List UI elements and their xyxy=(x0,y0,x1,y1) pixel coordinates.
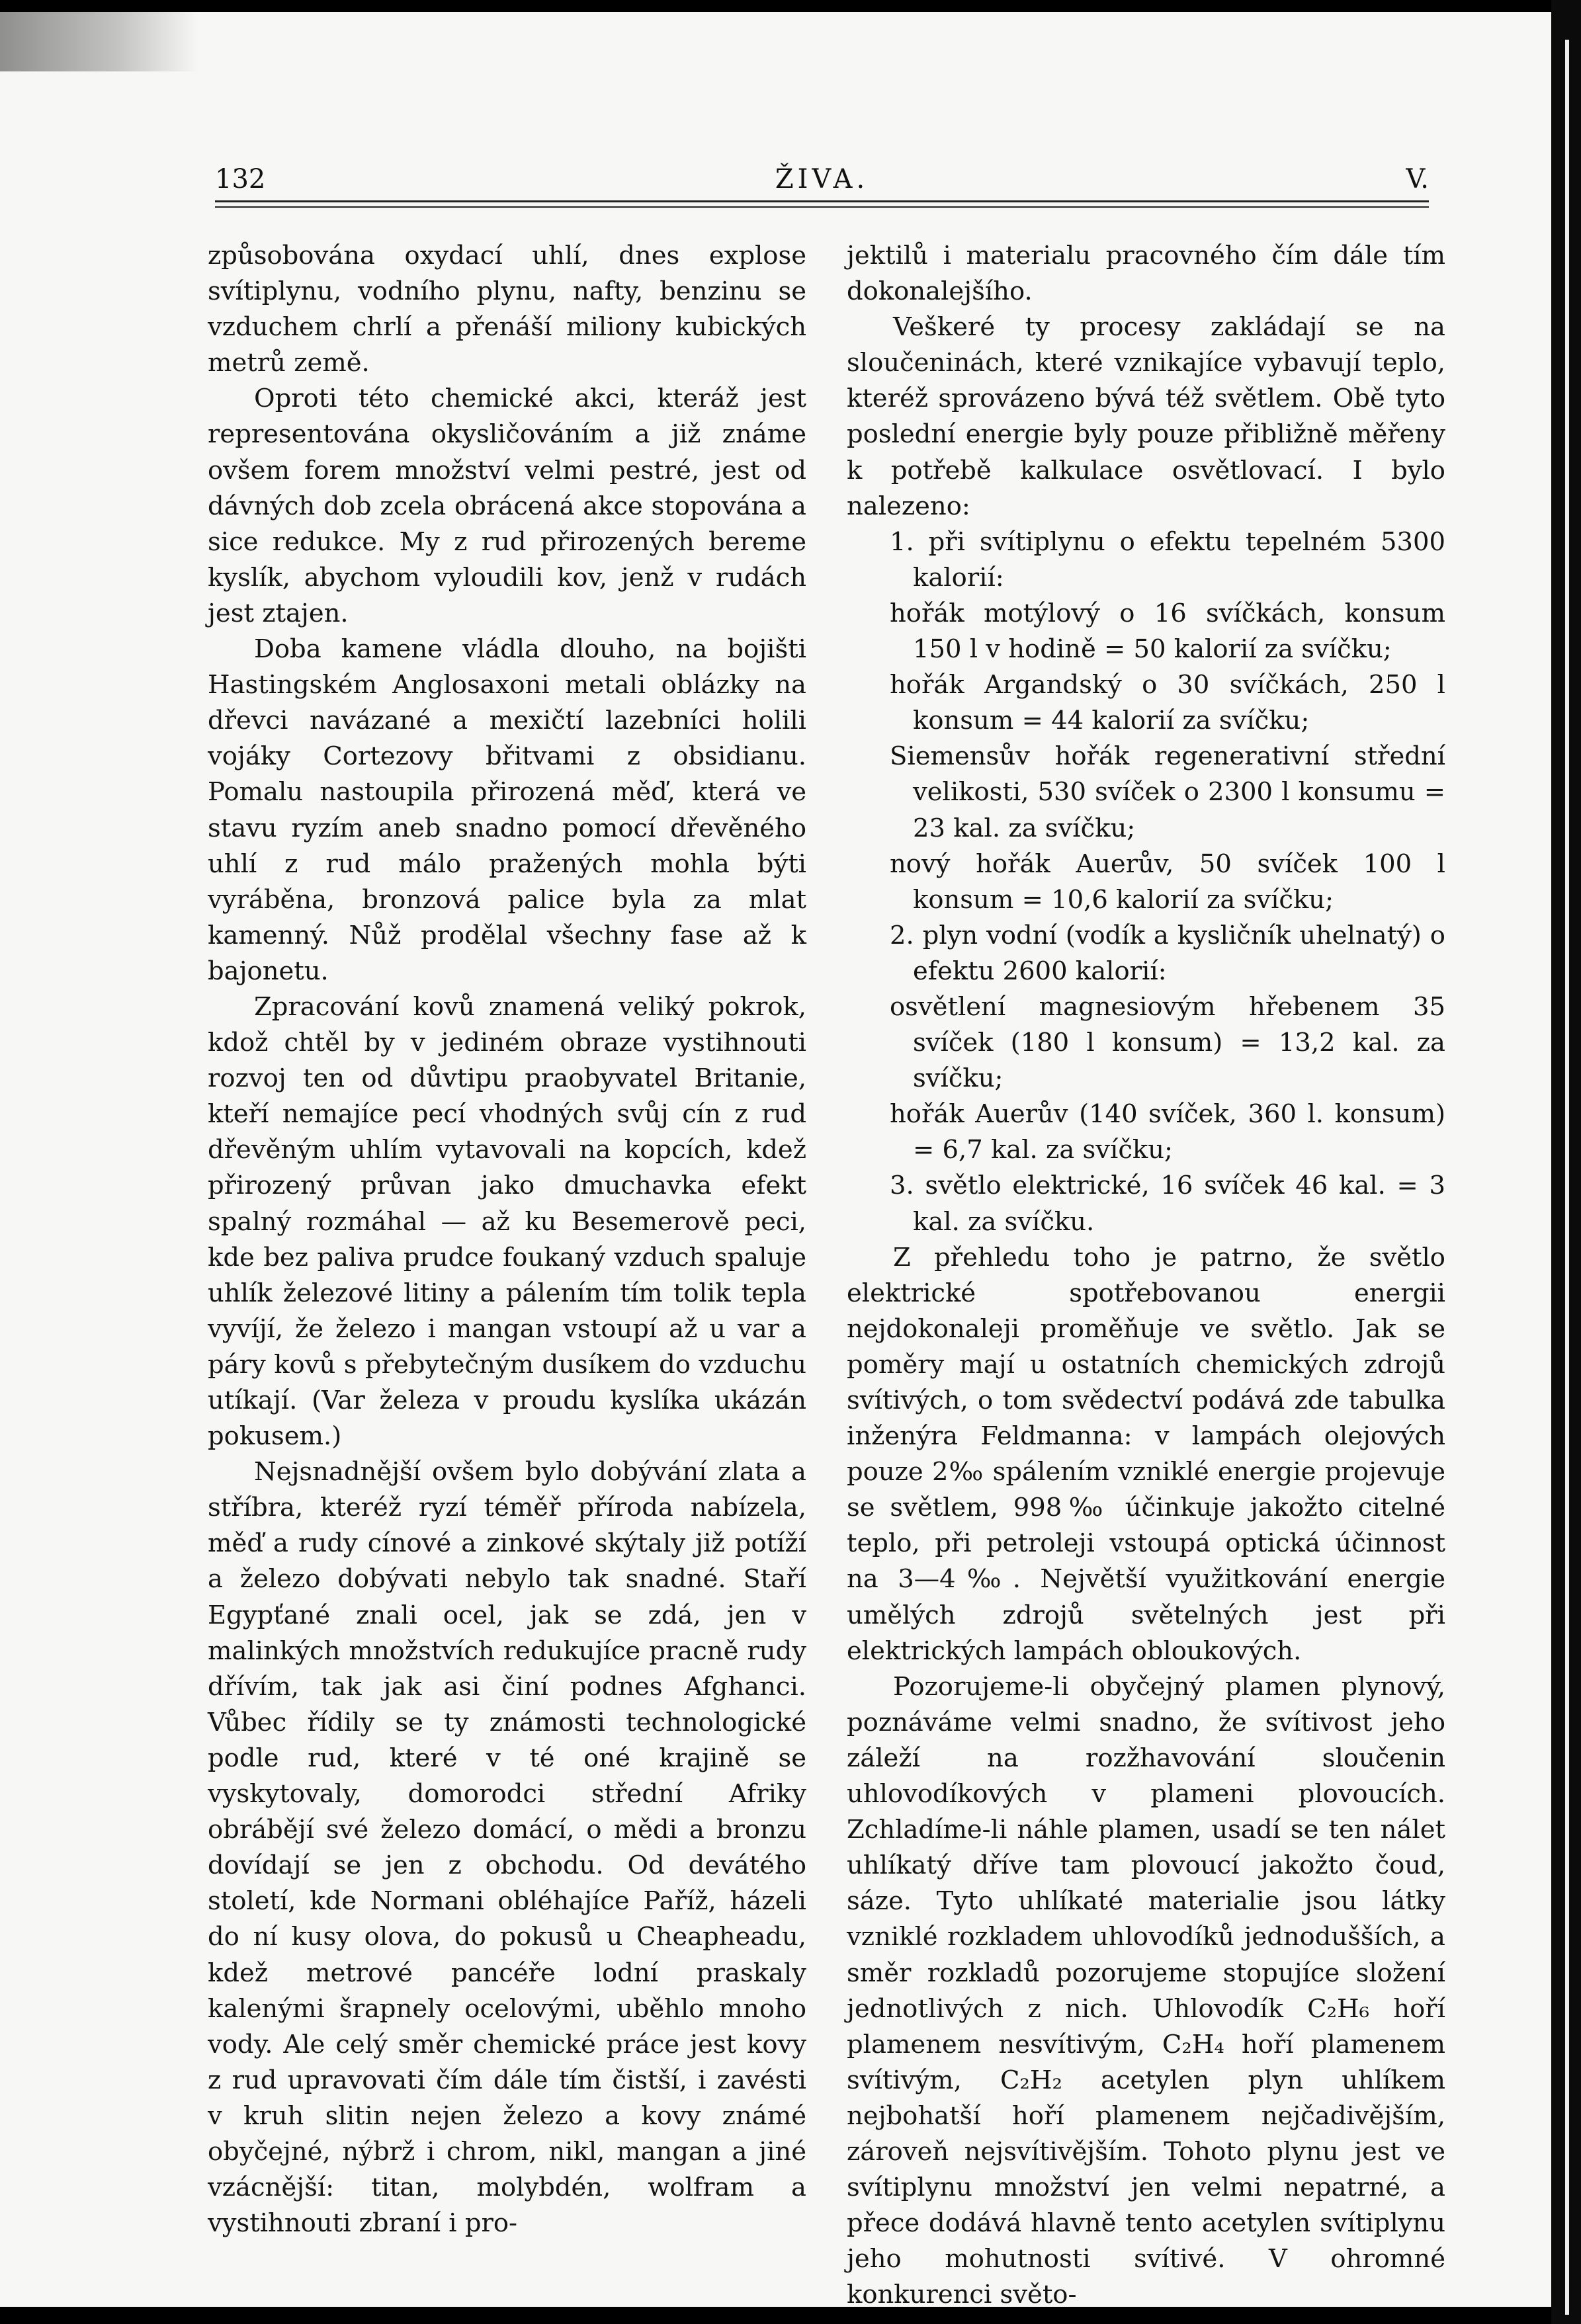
paragraph: způsobována oxydací uhlí, dnes explose svítiplynu, vodního plynu, nafty, benzinu se vzduchem chrlí a přenáší miliony kubických metrů země. xyxy=(208,241,806,378)
list-item: Siemensův hořák regenerativní střední velikosti, 530 svíček o 2300 l konsumu = 23 kal. za svíčku; xyxy=(890,741,1445,843)
list-item: hořák Argandský o 30 svíčkách, 250 l konsum = 44 kalorií za svíčku; xyxy=(890,670,1445,736)
journal-title: ŽIVA. xyxy=(775,164,869,194)
paragraph: Veškeré ty procesy zakládají se na sloučeninách, které vznikajíce vybavují teplo, kteréž sprovázeno bývá též světlem. Obě tyto poslední energie byly pouze přibližně měřeny k potřebě kalkulace osvětlovací. I bylo nalezeno: xyxy=(847,312,1445,521)
paragraph: Nejsnadnější ovšem bylo dobývání zlata a stříbra, kteréž ryzí téměř příroda nabízela, měď a rudy cínové a zinkové skýtaly již potíží a železo dobývati nebylo tak snadné. Staří Egypťané znali ocel, jak se zdá, jen v malinkých množstvích redukujíce pracně rudy dřívím, tak jak asi činí podnes Afghanci. Vůbec řídily se ty známosti technologické podle rud, které v té oné krajině se vyskytovaly, domorodci střední Afriky obrábějí své železo domácí, o mědi a bronzu dovídají se jen z obchodu. Od devátého století, kde Normani obléhajíce Paříž, házeli do ní kusy olova, do pokusů u Cheapheadu, kdež metrové pancéře lodní praskaly kalenými šrapnely ocelovými, uběhlo mnoho vody. Ale celý směr chemické práce jest kovy z rud upravovati čím dále tím čistší, i zavésti v kruh slitin nejen železo a kovy známé obyčejné, nýbrž i chrom, nikl, mangan a jiné vzácnější: titan, molybdén, wolfram a vystihnouti zbraní i pro- xyxy=(208,1457,806,2239)
paragraph: Z přehledu toho je patrno, že světlo elektrické spotřebovanou energii nejdokonaleji proměňuje ve světlo. Jak se poměry mají u ostatních chemických zdrojů svítivých, o tom svědectví podává zde tabulka inženýra Feldmanna: v lampách olejových pouze 2‰ spálením vzniklé energie projevuje se světlem, 998‰ účinkuje jakožto citelné teplo, při petroleji vstoupá optická účinnost na 3—4‰. Největší využitkování energie umělých zdrojů světelných jest při elektrických lampách obloukových. xyxy=(847,1242,1445,1666)
left-column xyxy=(208,238,806,2241)
page-number: 132 xyxy=(215,164,266,194)
paragraph: Pozorujeme-li obyčejný plamen plynový, poznáváme velmi snadno, že svítivost jeho záleží na rozžhavování sloučenin uhlovodíkových v plameni plovoucích. Zchladíme-li náhle plamen, usadí se ten nálet uhlíkatý dříve tam plovoucí jakožto čoud, sáze. Tyto uhlíkaté materialie jsou látky vzniklé rozkladem uhlovodíků jednodušších, a směr rozkladů pozorujeme stopujíce složení jednotlivých z nich. Uhlovodík C₂H₆ hoří plamenem nesvítivým, C₂H₄ hoří plamenem svítivým, C₂H₂ acetylen plyn uhlíkem nejbohatší hoří plamenem nejčadivějším, zároveň nejsvítivějším. Tohoto plynu jest ve svítiplynu množství jen velmi nepatrné, a přece dodává hlavně tento acetylen svítiplynu jeho mohutnosti svítivé. V ohromné konkurenci světo- xyxy=(847,1671,1445,2310)
list-item: 1. při svítiplynu o efektu tepelném 5300 kalorií: xyxy=(890,526,1445,593)
right-column xyxy=(847,238,1445,2313)
volume-number: V. xyxy=(1406,164,1429,194)
paragraph: Doba kamene vládla dlouho, na bojišti Hastingském Anglosaxoni metali oblázky na dřevci navázané a mexičtí lazebníci holili vojáky Cortezovy břitvami z obsidianu. Pomalu nastoupila přirozená měď, která ve stavu ryzím aneb snadno pomocí dřevěného uhlí z rud málo pražených mohla býti vyráběna, bronzová palice byla za mlat kamenný. Nůž prodělal všechny fase až k bajonetu. xyxy=(208,634,806,986)
list-item: 3. světlo elektrické, 16 svíček 46 kal. = 3 kal. za svíčku. xyxy=(890,1171,1445,1237)
header-rule-thin xyxy=(215,206,1429,208)
paragraph: Oproti této chemické akci, kteráž jest representována okysličováním a již známe ovšem forem množství velmi pestré, jest od dávných dob zcela obrácená akce stopována a sice redukce. My z rud přirozených bereme kyslík, abychom vyloudili kov, jenž v rudách jest ztajen. xyxy=(208,384,806,628)
list-item: hořák motýlový o 16 svíčkách, konsum 150 l v hodině = 50 kalorií za svíčku; xyxy=(890,598,1445,665)
page-header xyxy=(215,164,1429,204)
list-item: hořák Auerův (140 svíček, 360 l. konsum) = 6,7 kal. za svíčku; xyxy=(890,1099,1445,1165)
list-item: nový hořák Auerův, 50 svíček 100 l konsum = 10,6 kalorií za svíčku; xyxy=(890,849,1445,915)
paragraph: Zpracování kovů znamená veliký pokrok, kdož chtěl by v jediném obraze vystihnouti rozvoj ten od důvtipu praobyvatel Britanie, kteří nemajíce pecí vhodných svůj cín z rud dřevěným uhlím vytavovali na kopcích, kdež přirozený průvan jako dmuchavka efekt spalný rozmáhal — až ku Besemerově peci, kde bez paliva prudce foukaný vzduch spaluje uhlík železové litiny a pálením tím tolik tepla vyvíjí, že železo i mangan vstoupí až u var a páry kovů s přebytečným dusíkem do vzduchu utíkají. (Var železa v proudu kyslíka ukázán pokusem.) xyxy=(208,991,806,1452)
scan-corner-mark xyxy=(0,12,198,71)
list-item: 2. plyn vodní (vodík a kysličník uhelnatý) o efektu 2600 kalorií: xyxy=(890,920,1445,986)
scan-border xyxy=(1551,0,1581,2324)
list-item: osvětlení magnesiovým hřebenem 35 svíček (180 l konsum) = 13,2 kal. za svíčku; xyxy=(890,991,1445,1094)
paragraph: jektilů i materialu pracovného čím dále tím dokonalejšího. xyxy=(847,241,1445,307)
scan-edge-line xyxy=(1565,40,1569,2315)
header-rule xyxy=(215,200,1429,202)
